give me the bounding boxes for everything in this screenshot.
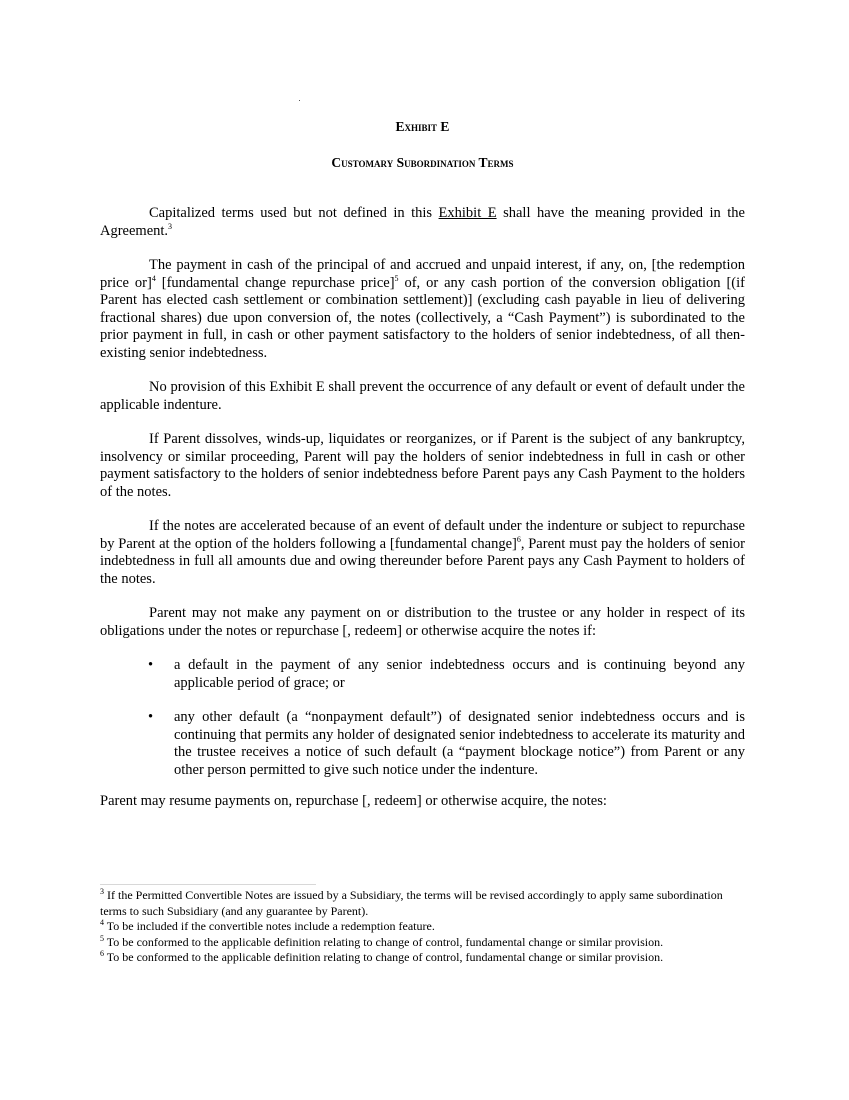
footnote-6 — [100, 950, 750, 966]
list-item-text: a default in the payment of any senior indebtedness occurs and is continuing beyond any applicable period of grace; or — [174, 657, 745, 691]
footnote-number: 5 — [100, 933, 104, 943]
exhibit-subtitle: Customary Subordination Terms — [331, 155, 514, 170]
footnote-3 — [100, 888, 750, 919]
condition-list-2 — [100, 709, 745, 779]
scan-speck — [299, 100, 300, 101]
footnote-text: To be conformed to the applicable definition relating to change of control, fundamental change or similar provision. — [104, 950, 664, 964]
intro-paragraph — [100, 205, 745, 240]
payment-text-3: of, or any cash portion of the conversion obligation [(if Parent has elected cash settlement or combination settlement)] (excluding cash payable in lieu of delivering fractional shares) due upon conversion of, the notes (collectively, a “Cash Payment”) is subordinated to the prior payment in full, in cash or other payment satisfactory to the holders of senior indebtedness, of all then-existing senior indebtedness. — [100, 274, 745, 361]
accelerated-text-1: If the notes are accelerated because of an event of default under the indenture or subject to repurchase by Parent at the option of the holders following a [fundamental change] — [100, 518, 745, 552]
footnote-ref-4[interactable]: 4 — [151, 273, 156, 283]
footnote-ref-6[interactable]: 6 — [516, 534, 521, 544]
intro-text-end: shall have the meaning provided in the Agreement. — [100, 205, 745, 239]
footnote-number: 3 — [100, 887, 104, 896]
resume-text: Parent may resume payments on, repurchase [, redeem] or otherwise acquire, the notes: — [100, 793, 607, 809]
payment-text-2: [fundamental change repurchase price] — [155, 274, 395, 291]
footnote-ref-5[interactable]: 5 — [394, 273, 399, 283]
footnote-text: To be conformed to the applicable definition relating to change of control, fundamental change or similar provision. — [104, 934, 664, 949]
no-provision-text: No provision of this Exhibit E shall prevent the occurrence of any default or event of default under the applicable indenture. — [100, 379, 745, 413]
condition-list — [100, 657, 745, 692]
resume-paragraph — [100, 793, 745, 811]
exhibit-e-link[interactable]: Exhibit E — [438, 205, 497, 221]
payment-text-1: The payment in cash of the principal of and accrued and unpaid interest, if any, on, [the redemption price or] — [100, 257, 745, 291]
footnote-text: If the Permitted Convertible Notes are issued by a Subsidiary, the terms will be revised accordingly to apply same subordination terms to such Subsidiary (and any guarantee by Parent). — [100, 888, 723, 918]
no-payment-text: Parent may not make any payment on or distribution to the trustee or any holder in respect of its obligations under the notes or repurchase [, redeem] or otherwise acquire the notes if: — [100, 605, 745, 639]
no-provision-paragraph — [100, 379, 745, 414]
footnote-separator — [100, 884, 316, 885]
footnote-number: 6 — [100, 949, 104, 958]
exhibit-title: Exhibit E — [395, 119, 450, 134]
footnote-ref-3[interactable]: 3 — [168, 221, 173, 231]
dissolve-paragraph — [100, 431, 745, 501]
intro-text-start: Capitalized terms used but not defined in this — [149, 205, 439, 221]
list-item-text: any other default (a “nonpayment default”) of designated senior indebtedness occurs and is continuing that permits any holder of designated senior indebtedness to accelerate its maturity and the trustee receives a notice of such default (a “payment blockage notice”) from Parent or any other person permitted to give such notice under the indenture. — [174, 709, 745, 778]
bullet-icon: • — [148, 657, 154, 673]
footnote-4 — [100, 919, 750, 935]
footnote-text: To be included if the convertible notes include a redemption feature. — [104, 919, 435, 933]
dissolve-text: If Parent dissolves, winds-up, liquidates or reorganizes, or if Parent is the subject of any bankruptcy, insolvency or similar proceeding, Parent will pay the holders of senior indebtedness in full in cash or other payment satisfactory to the holders of senior indebtedness before Parent pays any Cash Payment to the holders of the notes. — [100, 431, 745, 500]
footnote-number: 4 — [100, 918, 104, 927]
footnote-5 — [100, 935, 750, 951]
list-item — [100, 657, 745, 692]
footnotes — [100, 888, 750, 966]
list-item — [100, 709, 745, 779]
accelerated-paragraph — [100, 518, 745, 588]
no-payment-paragraph — [100, 605, 745, 640]
accelerated-text-2: , Parent must pay the holders of senior indebtedness in full all amounts due and owing thereunder before Parent pays any Cash Payment to holders of the notes. — [100, 535, 746, 587]
bullet-icon: • — [148, 709, 154, 725]
payment-paragraph — [100, 257, 745, 362]
